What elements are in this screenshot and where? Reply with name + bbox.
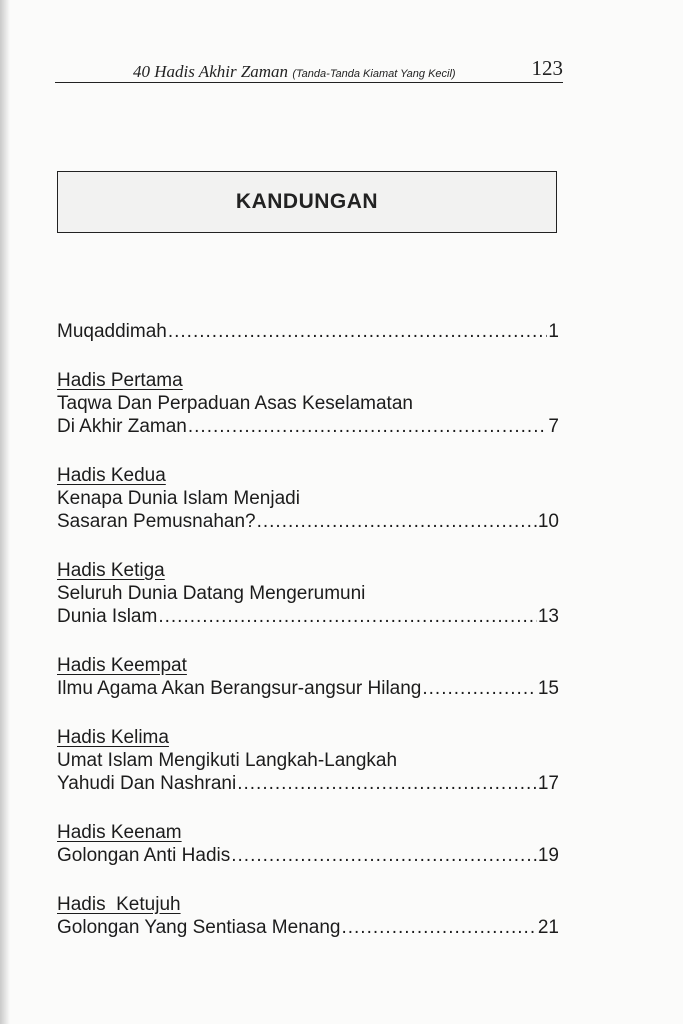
- toc-page-number: 10: [537, 511, 559, 532]
- toc-entry-title: Ilmu Agama Akan Berangsur-angsur Hilang: [57, 678, 422, 699]
- hadis-heading: Hadis Keempat: [57, 655, 187, 676]
- toc-line: [57, 415, 559, 438]
- toc-line: [57, 320, 559, 343]
- toc-entry-hadis-2: [57, 464, 559, 533]
- toc-line: [57, 510, 559, 533]
- toc-line: [57, 844, 559, 867]
- toc-entry-title: Muqaddimah: [57, 321, 167, 342]
- toc-page-number: 7: [548, 416, 559, 437]
- toc-page-number: 21: [537, 917, 559, 938]
- toc-entry-muqaddimah: [57, 320, 559, 343]
- dot-leader: [257, 510, 537, 533]
- toc-entry-title: Umat Islam Mengikuti Langkah-Langkah: [57, 750, 398, 771]
- page-number: 123: [531, 56, 563, 80]
- toc-entry-title: Golongan Yang Sentiasa Menang: [57, 917, 341, 938]
- toc-entry-title: Golongan Anti Hadis: [57, 845, 231, 866]
- running-title-main: 40 Hadis Akhir Zaman: [133, 62, 289, 81]
- hadis-heading: Hadis Kedua: [57, 465, 166, 486]
- hadis-heading: Hadis Kelima: [57, 727, 169, 748]
- hadis-heading: Hadis Pertama: [57, 370, 183, 391]
- toc-entry-hadis-7: [57, 893, 559, 939]
- dot-leader: [168, 320, 548, 343]
- page-title: KANDUNGAN: [235, 190, 379, 213]
- toc-entry-hadis-4: [57, 654, 559, 700]
- toc-entry-hadis-6: [57, 821, 559, 867]
- hadis-heading: Hadis Ketiga: [57, 560, 165, 581]
- toc-entry-title-cont: Dunia Islam: [57, 606, 158, 627]
- hadis-heading: Hadis Ketujuh: [57, 894, 181, 915]
- dot-leader: [341, 916, 536, 939]
- toc-entry-title: Kenapa Dunia Islam Menjadi: [57, 488, 300, 509]
- dot-leader: [237, 772, 537, 795]
- toc-entry-title-cont: Sasaran Pemusnahan?: [57, 511, 256, 532]
- toc-entry-hadis-5: [57, 726, 559, 795]
- toc-page-number: 19: [537, 845, 559, 866]
- running-subtitle: (Tanda-Tanda Kiamat Yang Kecil): [292, 68, 456, 80]
- title-box: [57, 171, 557, 233]
- running-title: [133, 62, 456, 82]
- dot-leader: [158, 605, 537, 628]
- toc-page-number: 13: [537, 606, 559, 627]
- dot-leader: [231, 844, 537, 867]
- toc-entry-title: Taqwa Dan Perpaduan Asas Keselamatan: [57, 393, 413, 414]
- toc-line: [57, 772, 559, 795]
- toc-line: [57, 916, 559, 939]
- toc-entry-hadis-1: [57, 369, 559, 438]
- running-header: [55, 52, 563, 83]
- hadis-heading: Hadis Keenam: [57, 822, 182, 843]
- dot-leader: [422, 677, 536, 700]
- toc-line: [57, 677, 559, 700]
- dot-leader: [188, 415, 548, 438]
- toc-entry-title: Seluruh Dunia Datang Mengerumuni: [57, 583, 366, 604]
- toc-entry-title-cont: Di Akhir Zaman: [57, 416, 187, 437]
- table-of-contents: [57, 320, 559, 939]
- toc-page-number: 1: [548, 321, 559, 342]
- toc-entry-hadis-3: [57, 559, 559, 628]
- toc-entry-title-cont: Yahudi Dan Nashrani: [57, 773, 237, 794]
- toc-page-number: 15: [537, 678, 559, 699]
- toc-line: [57, 605, 559, 628]
- toc-page-number: 17: [537, 773, 559, 794]
